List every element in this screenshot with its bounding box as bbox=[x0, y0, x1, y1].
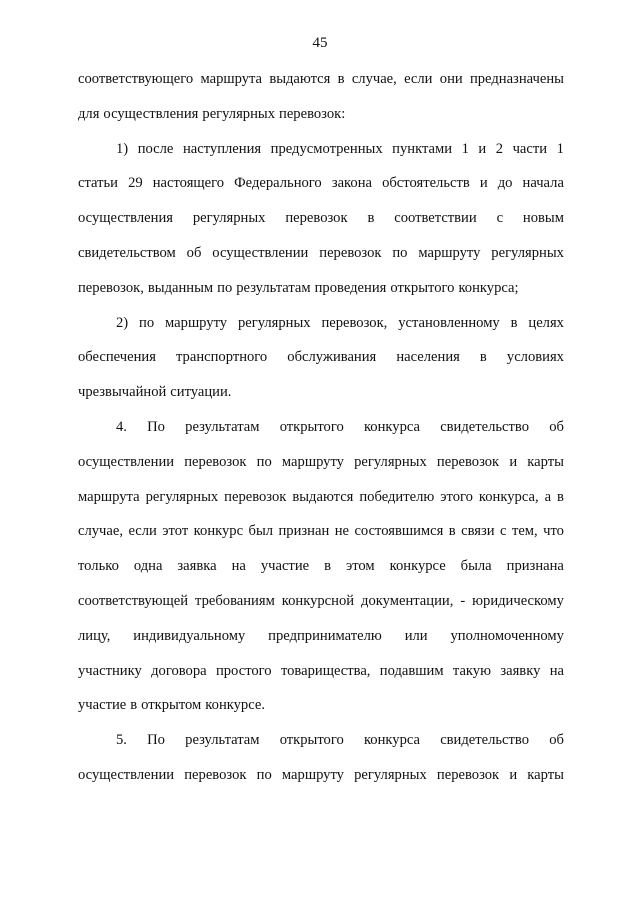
word: победителю bbox=[359, 488, 435, 505]
word: лицу, bbox=[78, 627, 111, 644]
word: соответствующего bbox=[78, 71, 194, 87]
word: по bbox=[392, 244, 408, 261]
text-line bbox=[78, 375, 564, 410]
word: заявку bbox=[500, 662, 541, 679]
word: статьи bbox=[78, 175, 118, 192]
word: в bbox=[337, 71, 345, 87]
text-line bbox=[78, 723, 564, 758]
word: 4. bbox=[116, 418, 127, 435]
text-line bbox=[78, 410, 564, 445]
word: тем, bbox=[511, 523, 538, 540]
word: конкурсе. bbox=[205, 697, 266, 714]
word: соответствии bbox=[394, 210, 477, 227]
word: и bbox=[509, 766, 518, 783]
word: об bbox=[549, 732, 564, 749]
word: участие bbox=[260, 558, 310, 575]
word: условиях bbox=[506, 349, 564, 366]
word: на bbox=[549, 662, 564, 679]
word: результатам bbox=[185, 732, 260, 749]
word: регулярных bbox=[237, 314, 311, 331]
word: участие bbox=[78, 697, 127, 714]
word: регулярных bbox=[192, 210, 266, 227]
word: осуществления bbox=[103, 105, 199, 122]
text-line bbox=[78, 549, 564, 584]
word: перевозок bbox=[319, 244, 382, 261]
word: осуществления bbox=[78, 210, 173, 227]
text-line bbox=[78, 62, 564, 97]
word: маршрута bbox=[200, 71, 263, 87]
word: товарищества, bbox=[280, 662, 371, 679]
word: маршруту bbox=[418, 244, 481, 261]
word: в bbox=[448, 523, 456, 540]
word: 2 bbox=[495, 140, 504, 157]
word: открытом bbox=[141, 697, 202, 714]
word: 1 bbox=[556, 140, 564, 157]
word: Федерального bbox=[234, 175, 322, 192]
word: конкурса bbox=[363, 732, 421, 749]
word: документации, bbox=[361, 592, 454, 609]
word: целях bbox=[528, 314, 564, 331]
word: соответствующей bbox=[78, 592, 189, 609]
word: перевозок bbox=[436, 766, 500, 783]
word: 29 bbox=[128, 175, 143, 192]
word: признан bbox=[278, 523, 330, 540]
word: перевозок bbox=[184, 453, 247, 470]
word: выдаются bbox=[292, 488, 354, 505]
word: результатам bbox=[236, 279, 311, 296]
word: подавшим bbox=[379, 662, 444, 679]
word: открытого bbox=[279, 732, 344, 749]
word: только bbox=[78, 558, 119, 575]
word: транспортного bbox=[175, 349, 268, 366]
text-line bbox=[78, 271, 564, 306]
word: или bbox=[404, 627, 428, 644]
word: регулярных bbox=[354, 453, 427, 470]
page-number: 45 bbox=[312, 35, 328, 51]
word: такую bbox=[452, 662, 492, 679]
word: 5. bbox=[116, 732, 127, 749]
word: настоящего bbox=[152, 175, 225, 192]
word: в bbox=[367, 210, 375, 227]
word: с bbox=[496, 210, 504, 227]
word: ситуации. bbox=[170, 384, 232, 401]
word: об bbox=[549, 418, 564, 435]
word: регулярных bbox=[354, 766, 427, 783]
word: новым bbox=[522, 210, 564, 227]
text-line bbox=[78, 445, 564, 480]
text-line bbox=[78, 654, 564, 689]
word: 2) bbox=[116, 314, 129, 331]
word: если bbox=[404, 71, 433, 87]
word: свидетельство bbox=[440, 418, 530, 435]
word: не bbox=[334, 523, 349, 540]
word: перевозок, bbox=[321, 314, 388, 331]
text-line bbox=[78, 236, 564, 271]
word: обстоятельств bbox=[382, 175, 470, 192]
word: регулярных bbox=[491, 244, 564, 261]
word: и bbox=[478, 140, 487, 157]
word: 1) bbox=[116, 140, 129, 157]
word: если bbox=[128, 523, 157, 540]
word: по bbox=[217, 279, 233, 296]
word: в bbox=[479, 349, 487, 366]
word: был bbox=[248, 523, 274, 540]
word: конкурса, bbox=[478, 488, 539, 505]
word: установленному bbox=[398, 314, 500, 331]
word: перевозок bbox=[224, 488, 287, 505]
word: обеспечения bbox=[78, 349, 156, 366]
word: выдаются bbox=[269, 71, 331, 87]
text-line bbox=[78, 758, 564, 793]
word: предназначены bbox=[469, 71, 564, 87]
word: и bbox=[509, 453, 518, 470]
word: состоявшимся bbox=[354, 523, 444, 540]
word: перевозок: bbox=[279, 105, 346, 122]
word: - bbox=[460, 592, 466, 609]
word: признана bbox=[506, 558, 564, 575]
word: в bbox=[557, 488, 564, 505]
word: случае, bbox=[351, 71, 397, 87]
text-line bbox=[78, 480, 564, 515]
word: для bbox=[78, 105, 100, 122]
word: конкурсе bbox=[389, 558, 446, 575]
word: перевозок bbox=[436, 453, 500, 470]
word: одна bbox=[133, 558, 163, 575]
word: маршруту bbox=[281, 453, 344, 470]
word: регулярных bbox=[202, 105, 276, 122]
word: была bbox=[460, 558, 492, 575]
word: в bbox=[130, 697, 138, 714]
word: осуществлении bbox=[212, 244, 309, 261]
word: и bbox=[479, 175, 488, 192]
text-line bbox=[78, 340, 564, 375]
word: до bbox=[497, 175, 513, 192]
word: участнику bbox=[78, 662, 142, 679]
word: части bbox=[512, 140, 548, 157]
word: перевозок, bbox=[78, 279, 144, 296]
word: предпринимателю bbox=[268, 627, 382, 644]
word: пунктами bbox=[392, 140, 453, 157]
text-line bbox=[78, 132, 564, 167]
word: По bbox=[147, 732, 165, 749]
word: на bbox=[231, 558, 246, 575]
word: этот bbox=[162, 523, 189, 540]
word: результатам bbox=[185, 418, 260, 435]
word: об bbox=[186, 244, 202, 261]
word: с bbox=[500, 523, 507, 540]
word: конкурса; bbox=[458, 279, 519, 296]
text-line bbox=[78, 166, 564, 201]
word: заявка bbox=[177, 558, 217, 575]
word: в bbox=[510, 314, 518, 331]
word: случае, bbox=[78, 523, 123, 540]
text-line bbox=[78, 306, 564, 341]
word: простого bbox=[215, 662, 272, 679]
word: по bbox=[139, 314, 155, 331]
word: по bbox=[256, 453, 272, 470]
text-line bbox=[78, 619, 564, 654]
word: По bbox=[147, 418, 165, 435]
word: договора bbox=[151, 662, 207, 679]
word: проведения bbox=[314, 279, 387, 296]
word: этого bbox=[440, 488, 473, 505]
word: по bbox=[256, 766, 272, 783]
document-body bbox=[78, 62, 564, 793]
word: этом bbox=[345, 558, 375, 575]
word: предусмотренных bbox=[270, 140, 383, 157]
text-line bbox=[78, 514, 564, 549]
word: наступления bbox=[182, 140, 262, 157]
word: маршруту bbox=[165, 314, 228, 331]
word: перевозок bbox=[184, 766, 247, 783]
word: конкурс bbox=[193, 523, 244, 540]
word: что bbox=[543, 523, 564, 540]
word: открытого bbox=[279, 418, 344, 435]
word: требованиям bbox=[195, 592, 275, 609]
word: карты bbox=[527, 453, 564, 470]
word: 1 bbox=[461, 140, 469, 157]
word: индивидуальному bbox=[133, 627, 246, 644]
word: они bbox=[439, 71, 463, 87]
word: регулярных bbox=[145, 488, 219, 505]
word: уполномоченному bbox=[450, 627, 564, 644]
word: а bbox=[544, 488, 552, 505]
word: обслуживания bbox=[287, 349, 377, 366]
word: населения bbox=[396, 349, 460, 366]
word: свидетельство bbox=[440, 732, 530, 749]
word: перевозок bbox=[285, 210, 348, 227]
word: конкурсной bbox=[281, 592, 355, 609]
word: осуществлении bbox=[78, 766, 175, 783]
text-line bbox=[78, 201, 564, 236]
word: осуществлении bbox=[78, 453, 175, 470]
word: юридическому bbox=[472, 592, 564, 609]
word: закона bbox=[331, 175, 372, 192]
word: конкурса bbox=[363, 418, 421, 435]
word: чрезвычайной bbox=[78, 384, 167, 401]
text-line bbox=[78, 97, 564, 132]
word: после bbox=[137, 140, 174, 157]
word: открытого bbox=[390, 279, 455, 296]
word: свидетельством bbox=[78, 244, 176, 261]
word: в bbox=[324, 558, 331, 575]
text-line bbox=[78, 688, 564, 723]
text-line bbox=[78, 584, 564, 619]
word: маршруту bbox=[281, 766, 344, 783]
word: связи bbox=[461, 523, 495, 540]
word: выданным bbox=[147, 279, 214, 296]
word: маршрута bbox=[78, 488, 140, 505]
word: карты bbox=[527, 766, 564, 783]
word: начала bbox=[522, 175, 564, 192]
